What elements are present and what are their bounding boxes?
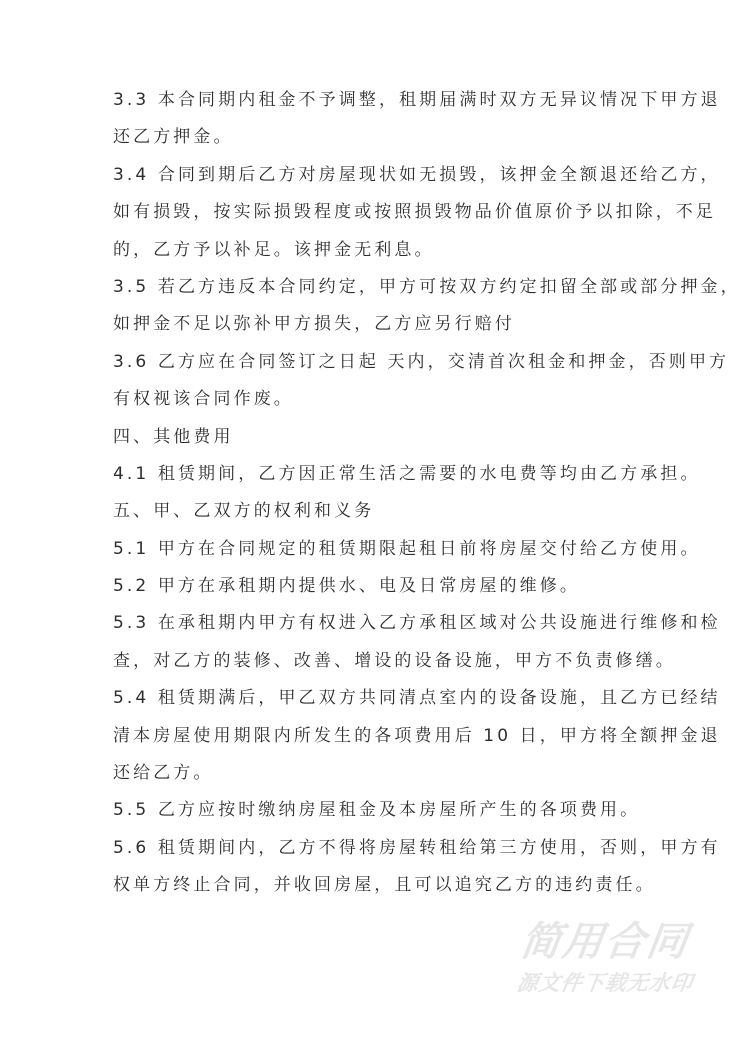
clause-3-4-line-1: 3.4 合同到期后乙方对房屋现状如无损毁，该押金全额退还给乙方， <box>113 164 721 185</box>
clause-5-6-line-1: 5.6 租赁期间内，乙方不得将房屋转租给第三方使用，否则，甲方有 <box>113 837 721 858</box>
clause-5-3-line-1: 5.3 在承租期内甲方有权进入乙方承租区域对公共设施进行维修和检 <box>113 613 721 634</box>
clause-4-1: 4.1 租赁期间，乙方因正常生活之需要的水电费等均由乙方承担。 <box>113 463 701 484</box>
section-5-heading: 五、甲、乙双方的权利和义务 <box>113 501 375 522</box>
clause-3-5-line-1: 3.5 若乙方违反本合同约定，甲方可按双方约定扣留全部或部分押金， <box>113 276 741 297</box>
clause-5-1: 5.1 甲方在合同规定的租赁期限起租日前将房屋交付给乙方使用。 <box>113 538 701 559</box>
clause-3-6-line-1: 3.6 乙方应在合同签订之日起 天内，交清首次租金和押金，否则甲方 <box>113 351 730 372</box>
watermark-sub-text: 源文件下载无水印 <box>515 971 695 995</box>
document-page <box>113 86 741 909</box>
watermark <box>510 920 700 998</box>
clause-5-4-line-2: 清本房屋使用期限内所发生的各项费用后 10 日，甲方将全额押金退 <box>113 725 721 746</box>
clause-5-5: 5.5 乙方应按时缴纳房屋租金及本房屋所产生的各项费用。 <box>113 800 641 821</box>
clause-5-4-line-1: 5.4 租赁期满后，甲乙双方共同清点室内的设备设施，且乙方已经结 <box>113 688 721 709</box>
watermark-main-text: 简用合同 <box>517 919 693 965</box>
clause-3-6-line-2: 有权视该合同作废。 <box>113 389 294 410</box>
clause-3-3-line-2: 还乙方押金。 <box>113 127 234 148</box>
clause-3-3-line-1: 3.3 本合同期内租金不予调整，租期届满时双方无异议情况下甲方退 <box>113 90 721 110</box>
section-4-heading: 四、其他费用 <box>113 426 234 447</box>
clause-5-6-line-2: 权单方终止合同，并收回房屋，且可以追究乙方的违约责任。 <box>113 875 656 896</box>
clause-3-4-line-2: 如有损毁，按实际损毁程度或按照损毁物品价值原价予以扣除，不足 <box>113 202 716 223</box>
clause-5-2: 5.2 甲方在承租期内提供水、电及日常房屋的维修。 <box>113 576 580 597</box>
clause-3-5-line-2: 如押金不足以弥补甲方损失，乙方应另行赔付 <box>113 314 515 335</box>
clause-5-4-line-3: 还给乙方。 <box>113 763 214 784</box>
clause-3-4-line-3: 的，乙方予以补足。该押金无利息。 <box>113 239 435 260</box>
clause-5-3-line-2: 查，对乙方的装修、改善、增设的设备设施，甲方不负责修缮。 <box>113 650 676 671</box>
